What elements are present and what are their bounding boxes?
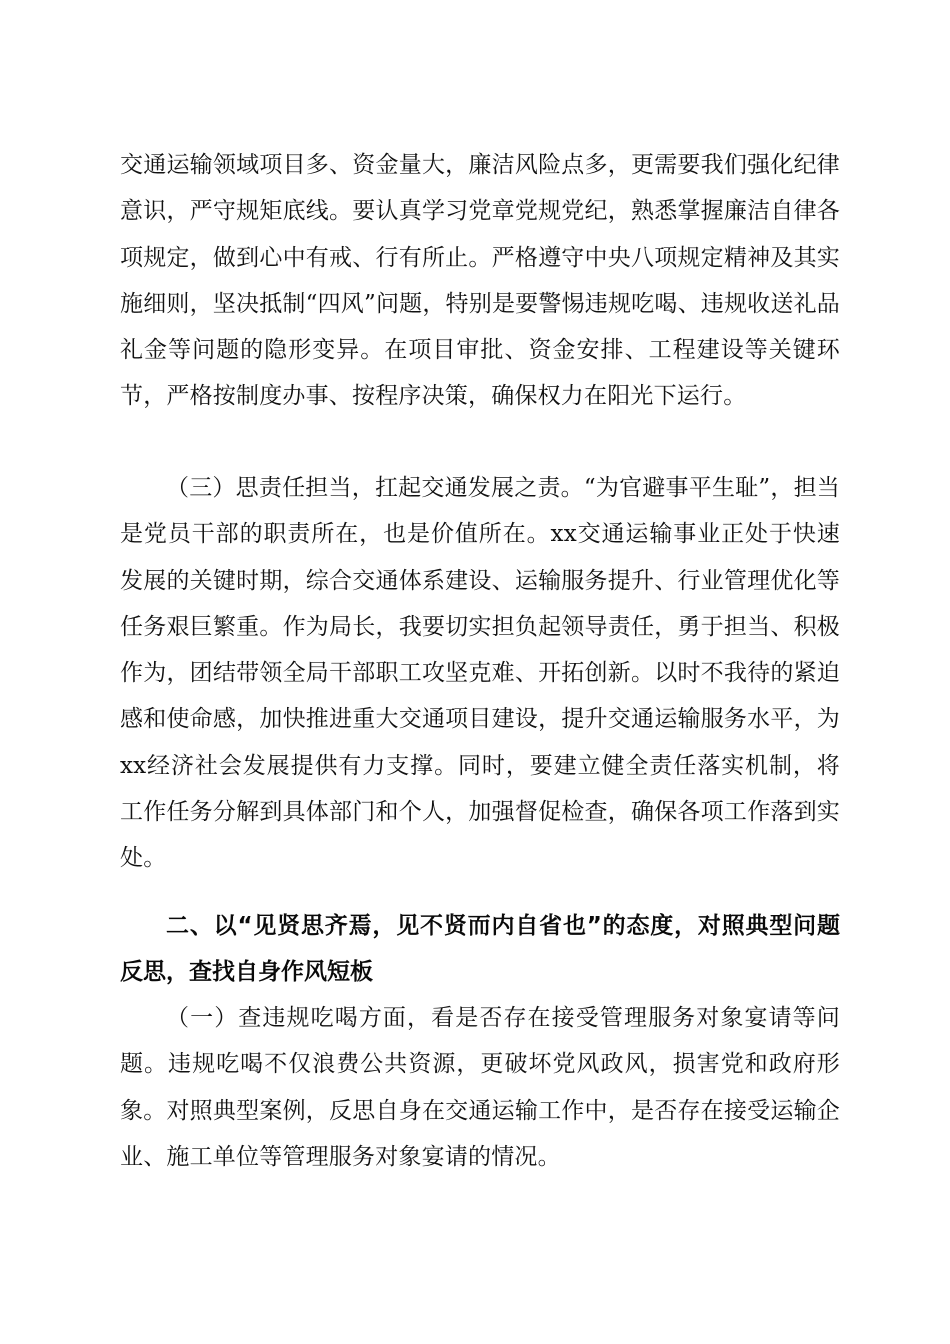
body-paragraph: （一）查违规吃喝方面，看是否存在接受管理服务对象宴请等问题。违规吃喝不仅浪费公共资源，更破坏党风政风，损害党和政府形象。对照典型案例，反思自身在交通运输工作中，是否存在接受运输企业、施工单位等管理服务对象宴请的情况。	[120, 1005, 840, 1170]
section-heading: 二、以“见贤思齐焉，见不贤而内自省也”的态度，对照典型问题反思，查找自身作风短板	[120, 913, 840, 985]
body-paragraph: （三）思责任担当，扛起交通发展之责。“为官避事平生耻”，担当是党员干部的职责所在，也是价值所在。xx交通运输事业正处于快速发展的关键时期，综合交通体系建设、运输服务提升、行业管理优化等任务艰巨繁重。作为局长，我要切实担负起领导责任，勇于担当、积极作为，团结带领全局干部职工攻坚克难、开拓创新。以时不我待的紧迫感和使命感，加快推进重大交通项目建设，提升交通运输服务水平，为xx经济社会发展提供有力支撑。同时，要建立健全责任落实机制，将工作任务分解到具体部门和个人，加强督促检查，确保各项工作落到实处。	[120, 475, 840, 872]
body-paragraph: 交通运输领域项目多、资金量大，廉洁风险点多，更需要我们强化纪律意识，严守规矩底线。要认真学习党章党规党纪，熟悉掌握廉洁自律各项规定，做到心中有戒、行有所止。严格遵守中央八项规定精神及其实施细则，坚决抵制“四风”问题，特别是要警惕违规吃喝、违规收送礼品礼金等问题的隐形变异。在项目审批、资金安排、工程建设等关键环节，严格按制度办事、按程序决策，确保权力在阳光下运行。	[120, 152, 840, 410]
